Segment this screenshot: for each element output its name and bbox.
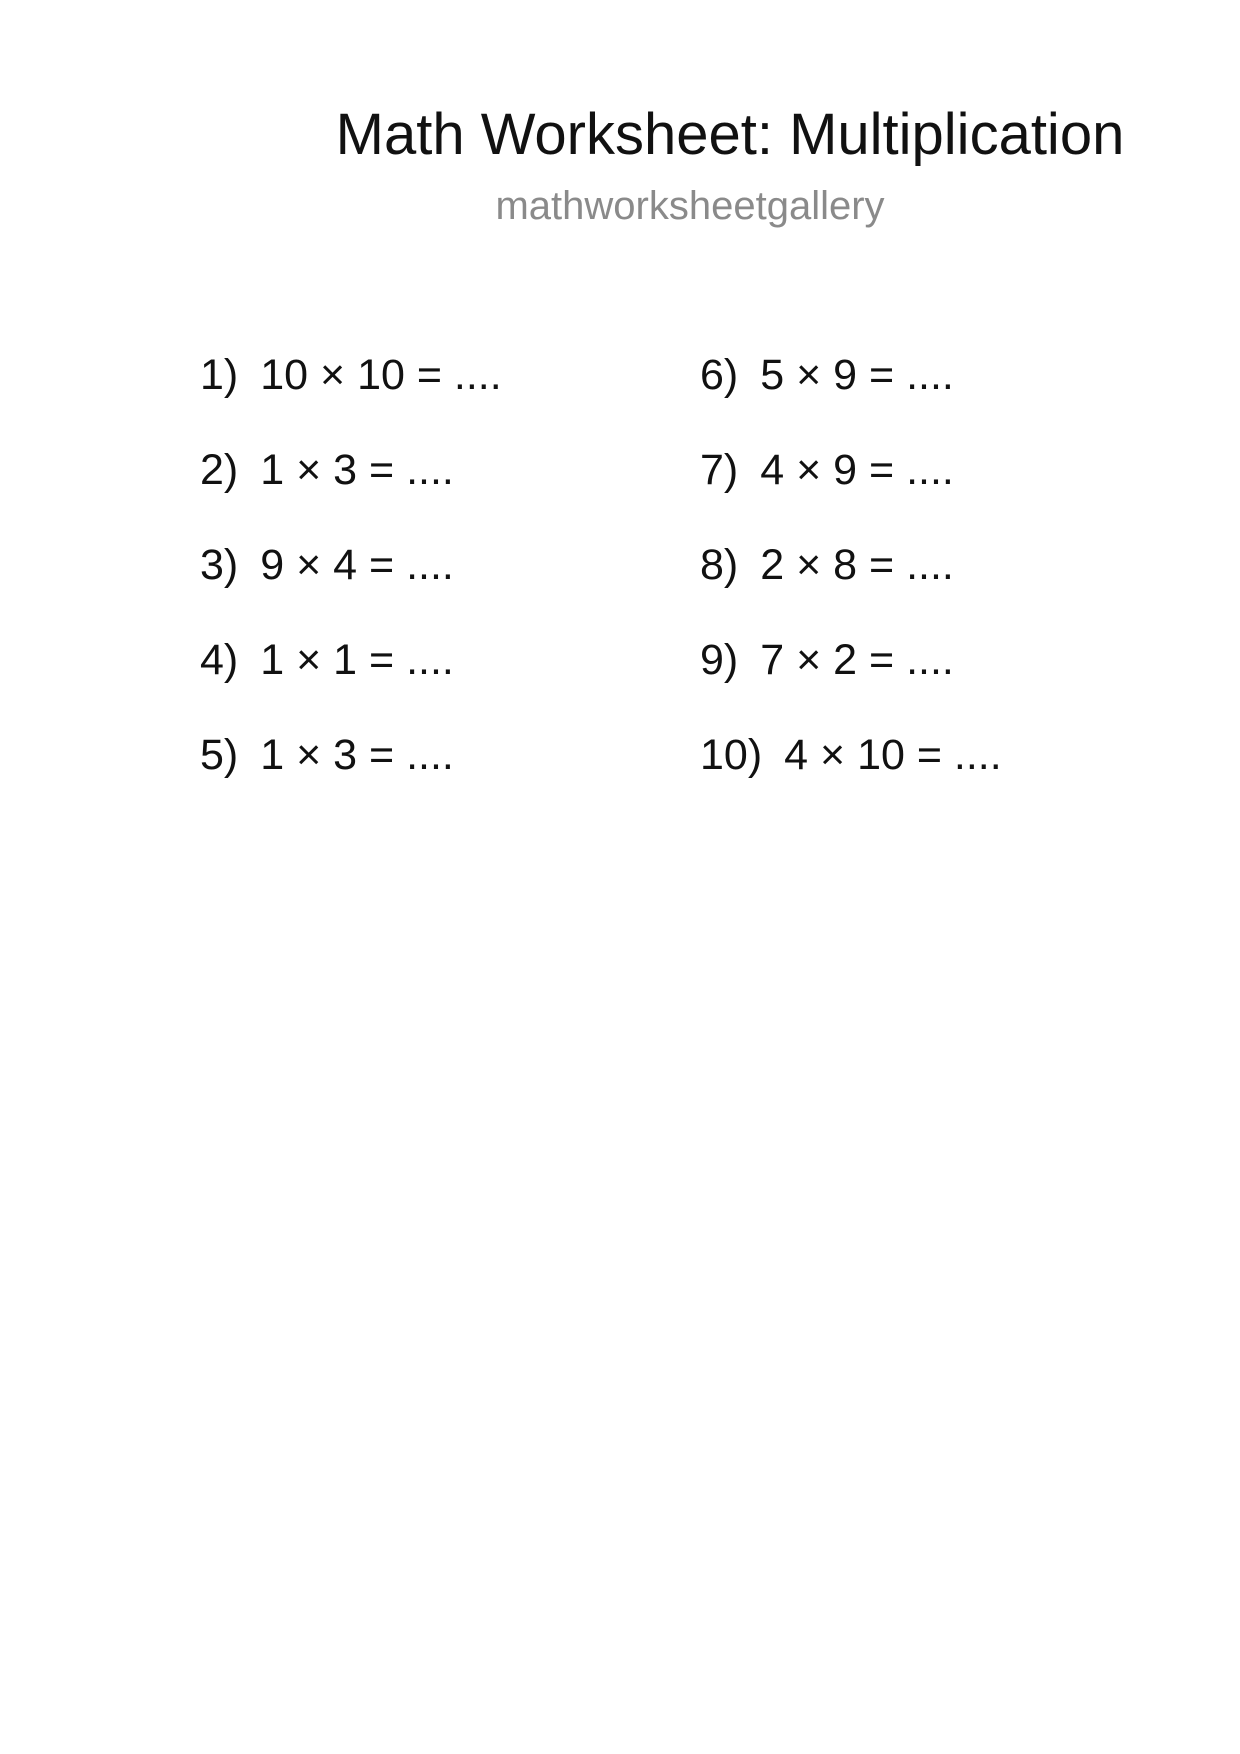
problem-5 <box>200 730 502 825</box>
problem-expression: 7 × 2 = .... <box>760 636 954 684</box>
problem-expression: 1 × 3 = .... <box>260 446 454 494</box>
problem-9 <box>700 635 1002 730</box>
problem-expression: 5 × 9 = .... <box>760 351 954 399</box>
problem-expression: 1 × 3 = .... <box>260 731 454 779</box>
problem-number: 7) <box>700 446 739 494</box>
problem-number: 8) <box>700 541 739 589</box>
problem-2 <box>200 445 502 540</box>
problem-number: 3) <box>200 541 239 589</box>
problem-number: 4) <box>200 636 239 684</box>
problem-expression: 2 × 8 = .... <box>760 541 954 589</box>
problem-expression: 4 × 10 = .... <box>784 731 1002 779</box>
problem-number: 2) <box>200 446 239 494</box>
problem-1 <box>200 350 502 445</box>
problem-4 <box>200 635 502 730</box>
problem-expression: 1 × 1 = .... <box>260 636 454 684</box>
problem-column-left <box>200 350 502 825</box>
problem-column-right <box>700 350 1002 825</box>
problem-10 <box>700 730 1002 825</box>
problem-expression: 9 × 4 = .... <box>260 541 454 589</box>
problem-8 <box>700 540 1002 635</box>
problem-7 <box>700 445 1002 540</box>
problem-6 <box>700 350 1002 445</box>
worksheet-title: Math Worksheet: Multiplication <box>335 102 1125 167</box>
problem-expression: 10 × 10 = .... <box>260 351 502 399</box>
problem-number: 5) <box>200 731 239 779</box>
problem-number: 9) <box>700 636 739 684</box>
worksheet-subtitle: mathworksheetgallery <box>495 184 885 228</box>
problem-number: 1) <box>200 351 239 399</box>
problem-3 <box>200 540 502 635</box>
problem-list <box>200 350 1100 790</box>
problem-number: 6) <box>700 351 739 399</box>
problem-number: 10) <box>700 731 763 779</box>
problem-expression: 4 × 9 = .... <box>760 446 954 494</box>
